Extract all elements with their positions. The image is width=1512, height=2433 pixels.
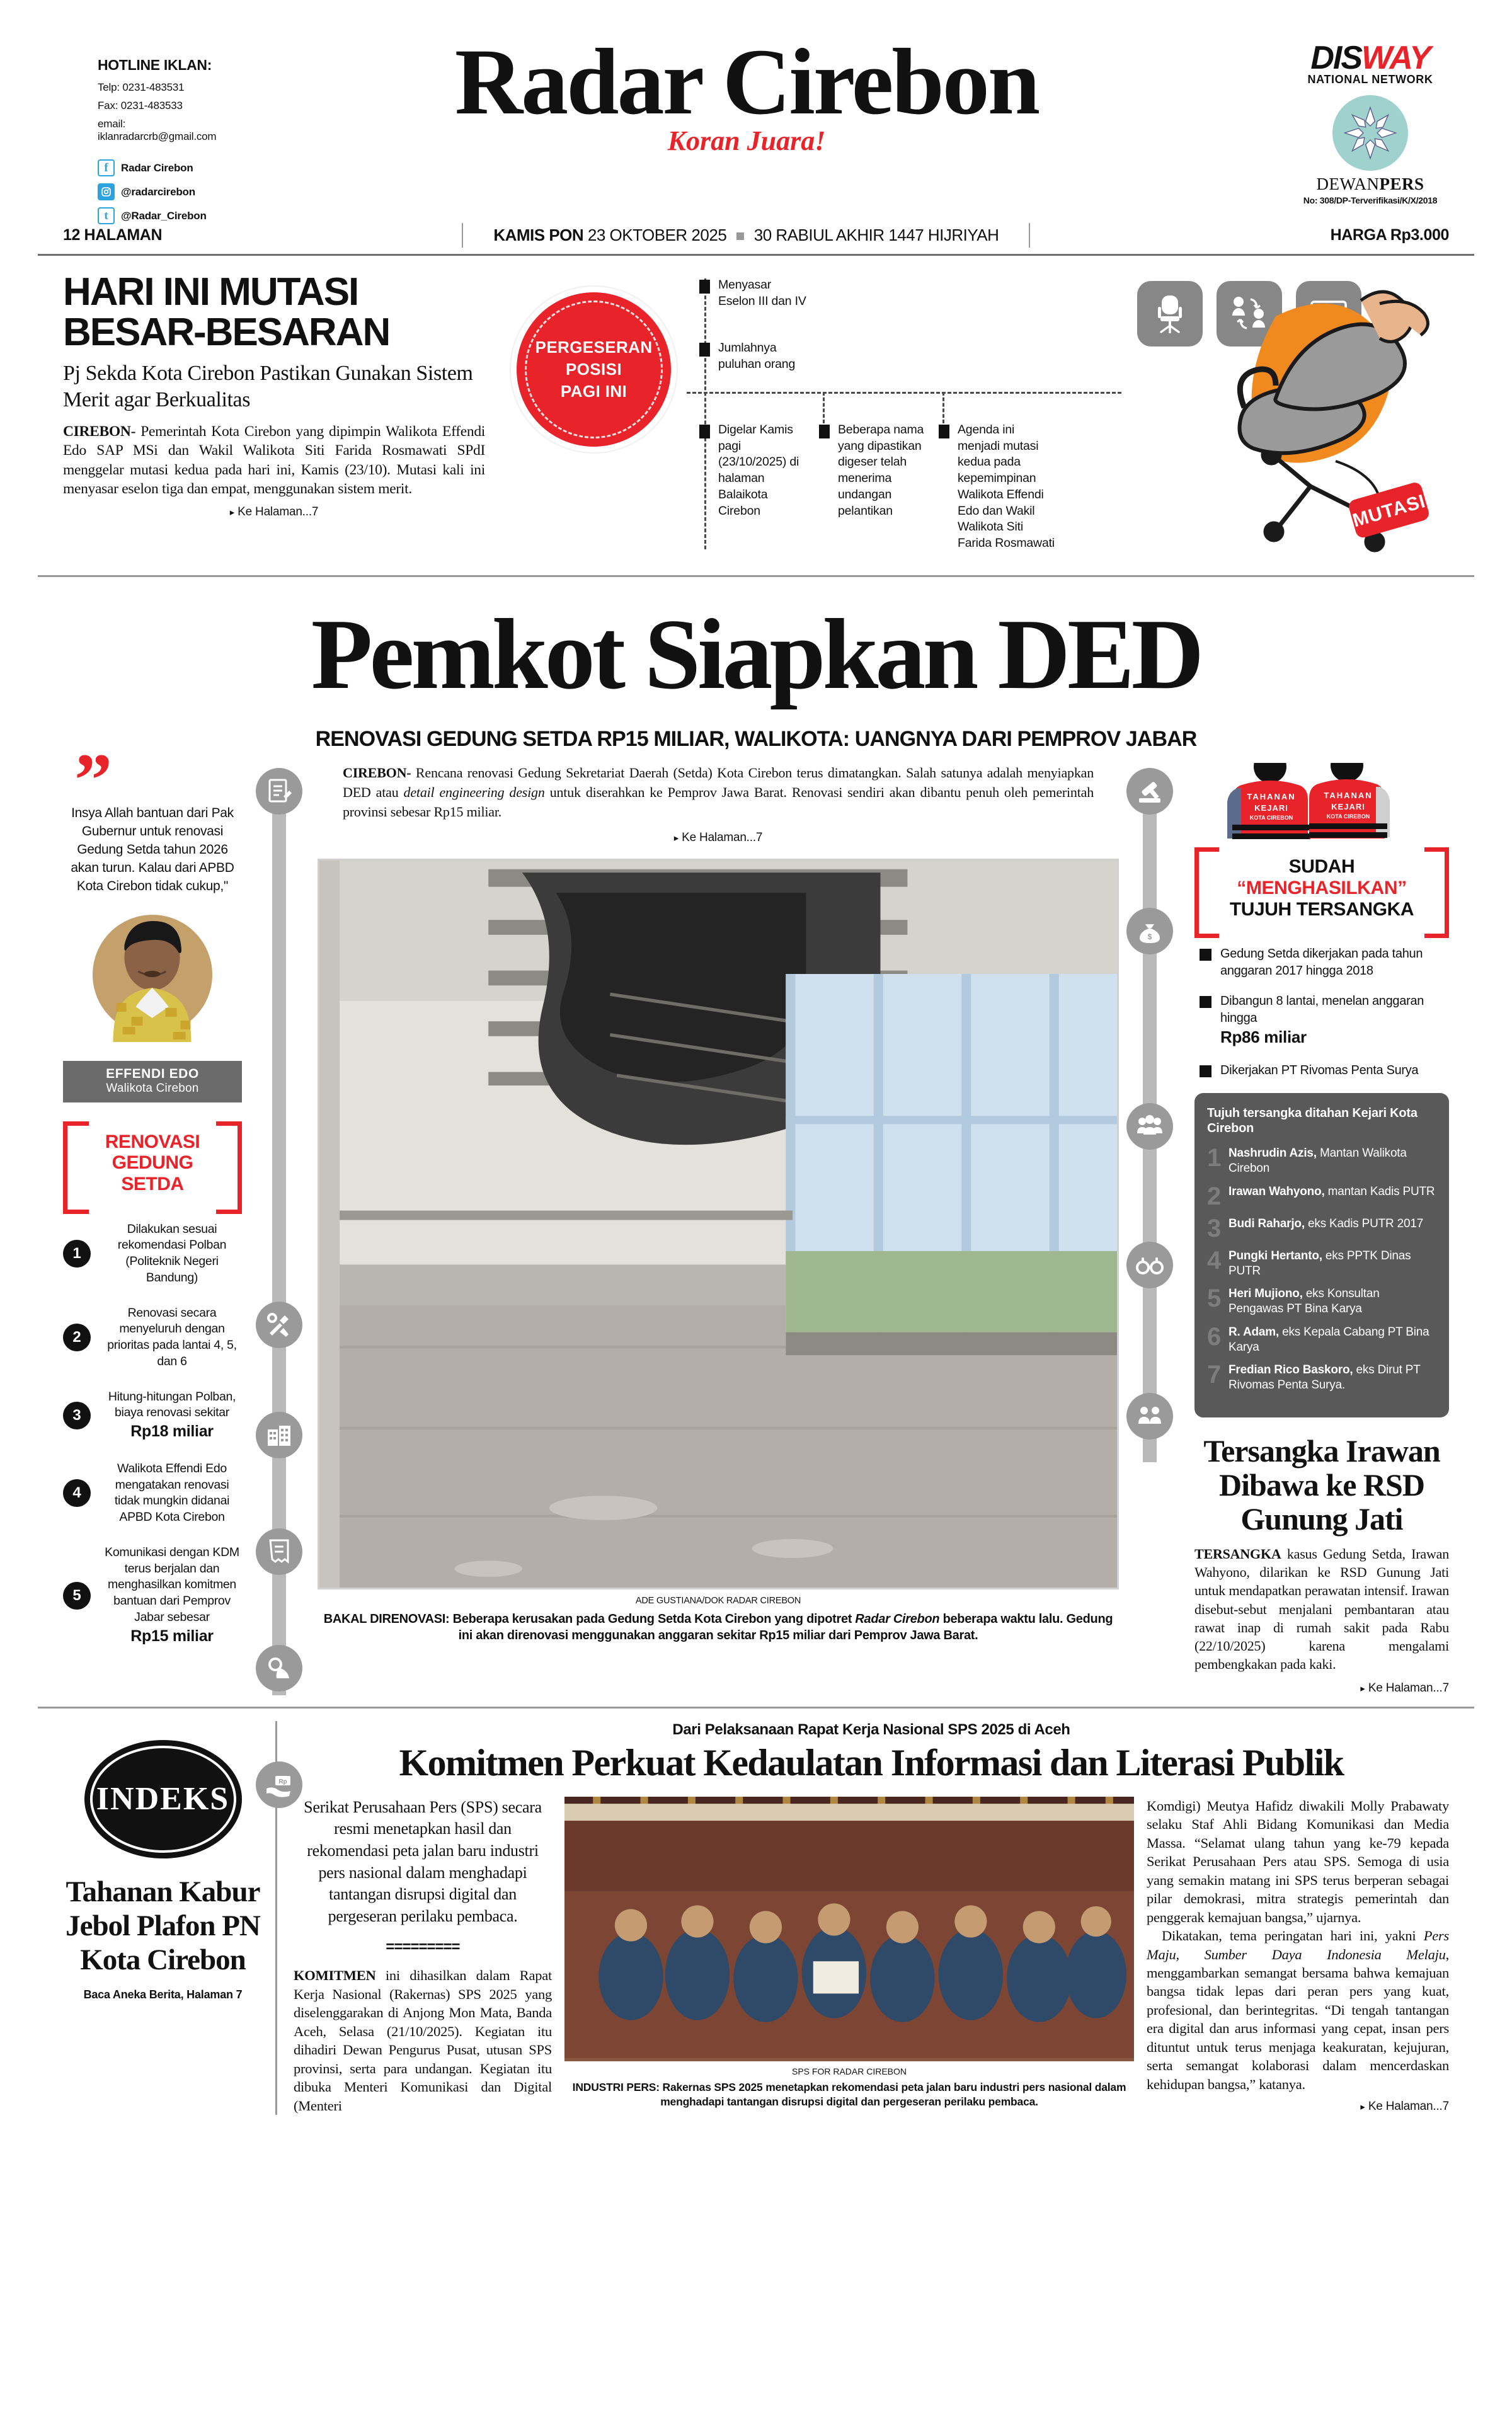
suspect-name: Budi Raharjo, [1228, 1216, 1305, 1230]
invoice-icon [256, 1528, 302, 1575]
suspect-name: Nashrudin Azis, [1228, 1147, 1317, 1160]
list-text: Dilakukan sesuai rekomendasi Polban (Politeknik Negeri Bandung) [117, 1222, 227, 1285]
bullet-square-icon [699, 425, 710, 438]
person-name: EFFENDI EDO [106, 1066, 199, 1081]
body-text-a: Dikatakan, tema peringatan hari ini, yakni [1162, 1928, 1424, 1944]
jump-text: Ke Halaman...7 [238, 505, 319, 518]
twitter-icon: t [98, 207, 115, 224]
suspect-role: eks PPTK Dinas PUTR [1228, 1249, 1411, 1278]
dewan-pers-word: DEWAN [1316, 175, 1380, 193]
indeks-label: INDEKS [96, 1781, 230, 1818]
suspect-row [1207, 1286, 1436, 1317]
suspect-text [1228, 1184, 1435, 1208]
jump-text: Ke Halaman...7 [1368, 2100, 1449, 2114]
bullet-square-icon [1200, 949, 1211, 961]
svg-text:KOTA CIREBON: KOTA CIREBON [1326, 813, 1370, 820]
bottom-col-1 [294, 1797, 552, 2115]
article-text: kasus Gedung Setda, Irawan Wahyono, dilarikan ke RSD Gunung Jati untuk mendapatkan perawatan intensif. Irawan disebut-sebut menjalani pembantaran atau rawat inap di rumah sakit pada Rabu (22/10/2025) karena mengalami pembengkakan pada kaki. [1194, 1545, 1449, 1673]
suspect-text [1228, 1146, 1436, 1176]
photo-caption [318, 1611, 1119, 1644]
indeks-column [63, 1721, 277, 2115]
divider-equals: ========= [386, 1938, 460, 1956]
top-story-headline: HARI INI MUTASI BESAR-BESARAN [63, 270, 390, 354]
hotline-email: email: iklanradarcrb@gmail.com [98, 118, 217, 142]
publication-date [462, 223, 1030, 248]
bottom-photo-credit: SPS FOR RADAR CIREBON [791, 2066, 907, 2076]
bottom-kicker: Dari Pelaksanaan Rapat Kerja Nasional SPS 2025 di Aceh [672, 1720, 1070, 1738]
triangle-icon: ▸ [1360, 1683, 1365, 1694]
bottom-columns [294, 1797, 1449, 2115]
bottom-col-photo [564, 1797, 1134, 2115]
suspect-row [1207, 1246, 1436, 1279]
suspect-number: 2 [1207, 1182, 1222, 1210]
suspect-row [1207, 1322, 1436, 1355]
page-title: Radar Cirebon [454, 30, 1039, 134]
triangle-icon: ▸ [229, 507, 235, 518]
suspect-row [1207, 1184, 1436, 1208]
social-label: @Radar_Cirebon [121, 209, 207, 222]
left-icon-rail [252, 763, 312, 1785]
social-label: @radarcirebon [121, 185, 195, 198]
avatar [85, 908, 220, 1042]
connector-line [942, 392, 944, 423]
logo-tagline: Koran Juara! [667, 125, 826, 156]
bullet-item [1200, 946, 1449, 979]
connector-line [823, 392, 825, 423]
jump-text: Ke Halaman...7 [1368, 1681, 1449, 1695]
bullet-item [699, 277, 806, 309]
person-title: Walikota Cirebon [106, 1081, 199, 1095]
bottom-col-3 [1147, 1797, 1449, 2115]
disway-way: WAY [1361, 40, 1430, 76]
gregorian-date: 23 OKTOBER 2025 [587, 226, 727, 244]
middle-column [312, 763, 1124, 1695]
svg-text:$: $ [1147, 932, 1152, 941]
right-icon-rail [1124, 763, 1184, 1695]
list-text-plain: Komunikasi dengan KDM terus berjalan dan menghasilkan komitmen bantuan dari Pemprov Jabar sebesar [105, 1545, 239, 1624]
tersangka-title [1194, 847, 1449, 929]
bullet-item [1200, 1062, 1449, 1079]
renovasi-list-title [63, 1121, 242, 1205]
suspect-row [1207, 1363, 1436, 1393]
dewan-pers-name [1266, 175, 1474, 194]
bullet-square-icon [1200, 996, 1211, 1008]
photo-credit: ADE GUSTIANA/DOK RADAR CIREBON [635, 1595, 801, 1606]
suspect-name: Fredian Rico Baskoro, [1228, 1363, 1353, 1377]
list-number: 1 [63, 1240, 91, 1268]
list-item [63, 1305, 242, 1370]
svg-text:KOTA CIREBON: KOTA CIREBON [1249, 815, 1293, 821]
caption-2: beberapa waktu lalu. Gedung ini akan direnovasi menggunakan anggaran sekitar Rp15 miliar dari Pemprov Jawa Barat. [458, 1612, 1113, 1642]
body-text: ini dihasilkan dalam Rapat Kerja Nasional (Rakernas) SPS 2025 yang diselenggarakan di Anjong Mon Mata, Banda Aceh, Selasa (21/10/2025). Kegiatan itu dihadiri Dewan Pengurus Pusat, utusan SPS provinsi, serta para undangan. Kegiatan itu dibuka Menteri Komunikasi dan Digital (Menteri [294, 1967, 552, 2114]
infographic-bullets [699, 272, 1134, 575]
instagram-icon [98, 183, 115, 200]
suspect-role: eks Dirut PT Rivomas Penta Surya. [1228, 1363, 1421, 1392]
suspect-text [1228, 1363, 1436, 1393]
indeks-subtext: Baca Aneka Berita, Halaman 7 [83, 1988, 243, 2001]
people-group-icon [1126, 1103, 1173, 1150]
main-headline-block [38, 577, 1474, 708]
caption-bold: INDUSTRI PERS: [572, 2080, 660, 2093]
title-line-3: TUJUH TERSANGKA [1229, 899, 1414, 920]
suspect-number: 5 [1207, 1285, 1222, 1313]
right-bullets [1194, 946, 1449, 1079]
suspect-text [1228, 1286, 1436, 1317]
suspect-number: 1 [1207, 1144, 1222, 1172]
article-lead-word: TERSANGKA [1194, 1545, 1281, 1562]
list-item [63, 1222, 242, 1286]
top-story [38, 256, 1474, 577]
badge-line-3: PAGI INI [560, 382, 627, 401]
social-twitter[interactable] [98, 207, 246, 224]
bullet-text: Digelar Kamis pagi (23/10/2025) di halaman Balaikota Cirebon [718, 423, 799, 518]
suspect-name: Heri Mujiono, [1228, 1287, 1303, 1301]
list-text: Walikota Effendi Edo mengatakan renovasi tidak mungkin didanai APBD Kota Cirebon [114, 1461, 230, 1525]
bullet-text: Gedung Setda dikerjakan pada tahun anggaran 2017 hingga 2018 [1220, 947, 1423, 978]
dewan-pers-bold: PERS [1379, 175, 1424, 193]
svg-text:MUTASI: MUTASI [1350, 490, 1428, 532]
bullet-square-icon [939, 425, 949, 438]
jump-line[interactable] [318, 831, 1119, 845]
indeks-badge[interactable] [84, 1740, 242, 1858]
lead-paragraph [318, 763, 1119, 822]
list-number: 5 [63, 1582, 91, 1610]
suspect-number: 7 [1207, 1361, 1222, 1389]
suspect-row [1207, 1146, 1436, 1176]
bottom-body-3 [1147, 1926, 1449, 2093]
bullet-item [819, 422, 929, 519]
suspect-role: eks Kadis PUTR 2017 [1304, 1216, 1424, 1230]
bullet-text [1220, 993, 1449, 1048]
prisoners-icon [1126, 1393, 1173, 1440]
indeks-headline[interactable]: Tahanan Kabur Jebol Plafon PN Kota Cirebon [66, 1875, 260, 1976]
caption-bold: BAKAL DIRENOVASI: [323, 1612, 450, 1626]
quote-text: Insya Allah bantuan dari Pak Gubernur untuk renovasi Gedung Setda tahun 2026 akan turun. Kalau dari APBD Kota Cirebon tidak cukup," [71, 806, 234, 893]
disway-dis: DIS [1310, 40, 1362, 76]
brand-block [1266, 37, 1474, 205]
bullet-text: Menyasar Eselon III dan IV [718, 278, 806, 308]
connector-line [687, 392, 1121, 394]
main-subheadline: RENOVASI GEDUNG SETDA RP15 MILIAR, WALIKOTA: UANGNYA DARI PEMPROV JABAR [315, 727, 1197, 751]
bullet-plain: Dibangun 8 lantai, menelan anggaran hingga [1220, 994, 1424, 1025]
quote-mark-icon: ” [74, 738, 110, 821]
list-text-plain: Hitung-hitungan Polban, biaya renovasi sekitar [108, 1389, 236, 1420]
body-lead-word: KOMITMEN [294, 1967, 376, 1984]
svg-text:TAHANAN: TAHANAN [1247, 792, 1296, 801]
hijri-date: 30 RABIUL AKHIR 1447 HIJRIYAH [753, 226, 999, 244]
handshake-icon [256, 1645, 302, 1692]
title-line-1: SUDAH [1288, 856, 1355, 877]
bullet-text: Jumlahnya puluhan orang [718, 341, 796, 371]
bottom-section [38, 1707, 1474, 2115]
bottom-photo [564, 1797, 1134, 2061]
suspect-role: Mantan Walikota Cirebon [1228, 1147, 1407, 1176]
list-text [102, 1545, 242, 1647]
facebook-icon: f [98, 159, 115, 176]
suspect-row [1207, 1216, 1436, 1240]
badge-line-1: PERGESERAN [535, 337, 653, 357]
gavel-icon [1126, 768, 1173, 815]
bullet-item [939, 422, 1055, 552]
social-label: Radar Cirebon [121, 161, 193, 174]
bullet-text: Dikerjakan PT Rivomas Penta Surya [1220, 1063, 1419, 1077]
suspect-number: 6 [1207, 1322, 1222, 1351]
bullet-text: Agenda ini menjadi mutasi kedua pada kepemimpinan Walikota Effendi Edo dan Wakil Walikota Siti Farida Rosmawati [958, 423, 1055, 551]
svg-text:TAHANAN: TAHANAN [1324, 791, 1373, 800]
document-edit-icon [256, 768, 302, 815]
list-text-strong: Rp18 miliar [130, 1422, 214, 1440]
hotline-title: HOTLINE IKLAN: [98, 57, 212, 73]
triangle-icon: ▸ [1360, 2102, 1365, 2113]
bottom-body-2: Komdigi) Meutya Hafidz diwakili Molly Prabawaty selaku Staf Ahli Bidang Komunikasi dan Media Massa. “Selamat ulang tahun yang ke-79 kepada Serikat Perusahaan Pers atau SPS. Semoga di usia yang semakin matang ini SPS terus berperan sebagai pilar demokrasi, mitra strategis pemerintah dan penggerak kemajuan bangsa,” ujarnya. [1147, 1797, 1449, 1925]
caption-1: Beberapa kerusakan pada Gedung Setda Kota Cirebon yang dipotret [449, 1612, 856, 1626]
bottom-photo-caption [564, 2080, 1134, 2109]
hotline-telp: Telp: 0231-483531 [98, 81, 185, 93]
bullet-square-icon [699, 343, 710, 357]
bullet-text: Beberapa nama yang dipastikan digeser telah menerima undangan pelantikan [838, 423, 924, 518]
body-italic: Pers Maju, Sumber Daya Indonesia Melaju [1147, 1928, 1449, 1962]
list-item [63, 1461, 242, 1526]
social-links [98, 159, 246, 224]
lead-text-1: Rencana renovasi Gedung Sekretariat Daerah (Setda) Kota Cirebon terus dimatangkan. Salah satunya adalah menyiapkan DED atau [343, 765, 1094, 801]
portrait-block [63, 905, 242, 1062]
star-burst-icon [1341, 104, 1399, 162]
dateline-bar [38, 223, 1474, 256]
weekday: KAMIS PON [493, 226, 584, 244]
secondary-article-body [1194, 1545, 1449, 1674]
caption-text: Rakernas SPS 2025 menetapkan rekomendasi peta jalan baru industri pers nasional dalam menghadapi tantangan disrupsi digital dan pergeseran perilaku pembaca. [659, 2080, 1126, 2108]
hotline-block [38, 37, 246, 231]
jump-line[interactable] [1147, 2100, 1449, 2114]
suspect-name: Irawan Wahyono, [1228, 1184, 1325, 1198]
price: HARGA Rp3.000 [1330, 226, 1449, 244]
list-number: 4 [63, 1479, 91, 1507]
suspect-name: Pungki Hertanto, [1228, 1249, 1322, 1262]
social-instagram[interactable] [98, 183, 246, 200]
page-count: 12 HALAMAN [63, 226, 163, 244]
svg-text:KEJARI: KEJARI [1254, 803, 1288, 813]
caption-italic: Radar Cirebon [855, 1612, 940, 1626]
bullet-strong: Rp86 miliar [1220, 1028, 1307, 1047]
main-photo [318, 859, 1119, 1589]
jump-line[interactable] [1194, 1681, 1449, 1695]
right-column [1184, 763, 1449, 1695]
newspaper-logo [227, 30, 1266, 157]
bottom-headline: Komitmen Perkuat Kedaulatan Informasi dan Literasi Publik [399, 1741, 1344, 1783]
jump-line[interactable] [63, 505, 485, 519]
bullet-item [699, 340, 806, 372]
bottom-article [277, 1721, 1449, 2115]
svg-text:KEJARI: KEJARI [1331, 802, 1365, 811]
bullet-item [1200, 993, 1449, 1048]
building-icon [256, 1412, 302, 1458]
secondary-article-headline: Tersangka Irawan Dibawa ke RSD Gunung Jati [1203, 1433, 1440, 1537]
disway-subtitle: NATIONAL NETWORK [1307, 73, 1433, 86]
bullet-square-icon [819, 425, 830, 438]
top-story-subhead: Pj Sekda Kota Cirebon Pastikan Gunakan Sistem Merit agar Berkualitas [63, 361, 473, 412]
lead-text-2: untuk diserahkan ke Pemprov Jawa Barat. Renovasi sendiri akan dibantu penuh oleh pemerintah provinsi sebesar Rp15 miliar. [343, 784, 1094, 820]
top-story-text [63, 272, 504, 575]
list-text [102, 1389, 242, 1442]
main-headline: Pemkot Siapkan DED [311, 598, 1201, 710]
suspect-number: 3 [1207, 1214, 1222, 1242]
suspect-number: 4 [1207, 1246, 1222, 1274]
list-number: 3 [63, 1402, 91, 1429]
suspect-text [1228, 1216, 1423, 1240]
dateline-city: CIREBON- [63, 423, 136, 440]
left-column [63, 738, 252, 1695]
bullet-square-icon [699, 280, 710, 294]
bullet-square-icon [1200, 1065, 1211, 1077]
dewan-pers-number: No: 308/DP-Terverifikasi/K/X/2018 [1303, 195, 1438, 205]
chair-illustration [1178, 272, 1449, 568]
top-story-body [63, 422, 485, 499]
triangle-icon: ▸ [673, 832, 679, 844]
body-text: Pemerintah Kota Cirebon yang dipimpin Walikota Effendi Edo SAP MSi dan Wakil Walikota Siti Farida Rosmawati SPdI menggelar mutasi kedua pada hari ini, Kamis (23/10). Mutasi kali ini menyasar eselon tiga dan empat, menggunakan sistem merit. [63, 423, 485, 498]
title-line-2: “MENGHASILKAN” [1237, 878, 1407, 898]
detainee-vests-illustration [1194, 763, 1449, 845]
suspects-box [1194, 1093, 1449, 1417]
list-title-1: RENOVASI [105, 1131, 200, 1152]
suspect-role: eks Konsultan Pengawas PT Bina Karya [1228, 1287, 1380, 1316]
suspect-name: R. Adam, [1228, 1325, 1280, 1339]
list-text: Renovasi secara menyeluruh dengan prioritas pada lantai 4, 5, dan 6 [107, 1305, 237, 1368]
suspect-role: eks Kepala Cabang PT Bina Karya [1228, 1325, 1429, 1354]
bottom-body-1 [294, 1966, 552, 2115]
list-item [63, 1545, 242, 1647]
list-title-2: GEDUNG [112, 1152, 193, 1174]
social-facebook[interactable] [98, 159, 246, 176]
suspect-text [1228, 1249, 1436, 1279]
separator-square [736, 232, 744, 240]
hotline-fax: Fax: 0231-483533 [98, 100, 183, 112]
list-number: 2 [63, 1324, 91, 1351]
disway-logo [1266, 42, 1474, 74]
bottom-intro: Serikat Perusahaan Pers (SPS) secara resmi menetapkan hasil dan rekomendasi peta jalan baru industri pers nasional dalam menghadapi tantangan disrupsi digital dan pergeseran perilaku pembaca. [304, 1797, 542, 1925]
masthead [38, 0, 1474, 220]
lead-italic: detail engineering design [403, 784, 545, 801]
money-hand-icon [256, 1761, 302, 1808]
numbered-list [63, 1222, 242, 1647]
list-text-strong: Rp15 miliar [130, 1627, 214, 1645]
body-text-b: , menggambarkan semangat bersama bahwa kemajuan bangsa tidak lepas dari peran pers yang kuat, profesional, dan berintegritas. “Di tengah tantangan era digital dan arus informasi yang cepat, insan pers dituntut untuk terus menjaga keakuratan, kejujuran, serta semangat kolaborasi dalam mencerdaskan kehidupan bangsa,” katanya. [1147, 1946, 1449, 2092]
list-title-3: SETDA [121, 1174, 184, 1195]
tools-icon [256, 1302, 302, 1348]
svg-text:Rp: Rp [278, 1778, 287, 1785]
money-bag-icon [1126, 908, 1173, 954]
top-story-infographic [504, 272, 1449, 575]
suspect-text [1228, 1325, 1436, 1355]
jump-text: Ke Halaman...7 [682, 830, 763, 844]
suspect-role: mantan Kadis PUTR [1324, 1184, 1435, 1198]
list-item [63, 1389, 242, 1442]
pergeseran-badge [517, 292, 671, 447]
dewan-pers-logo-icon [1332, 95, 1408, 171]
bullet-item [699, 422, 810, 519]
handcuffs-icon [1126, 1242, 1173, 1288]
badge-line-2: POSISI [565, 359, 622, 379]
lead-city: CIREBON- [343, 765, 411, 781]
person-namebar [63, 1061, 242, 1102]
suspects-box-title: Tujuh tersangka ditahan Kejari Kota Cirebon [1207, 1106, 1418, 1135]
